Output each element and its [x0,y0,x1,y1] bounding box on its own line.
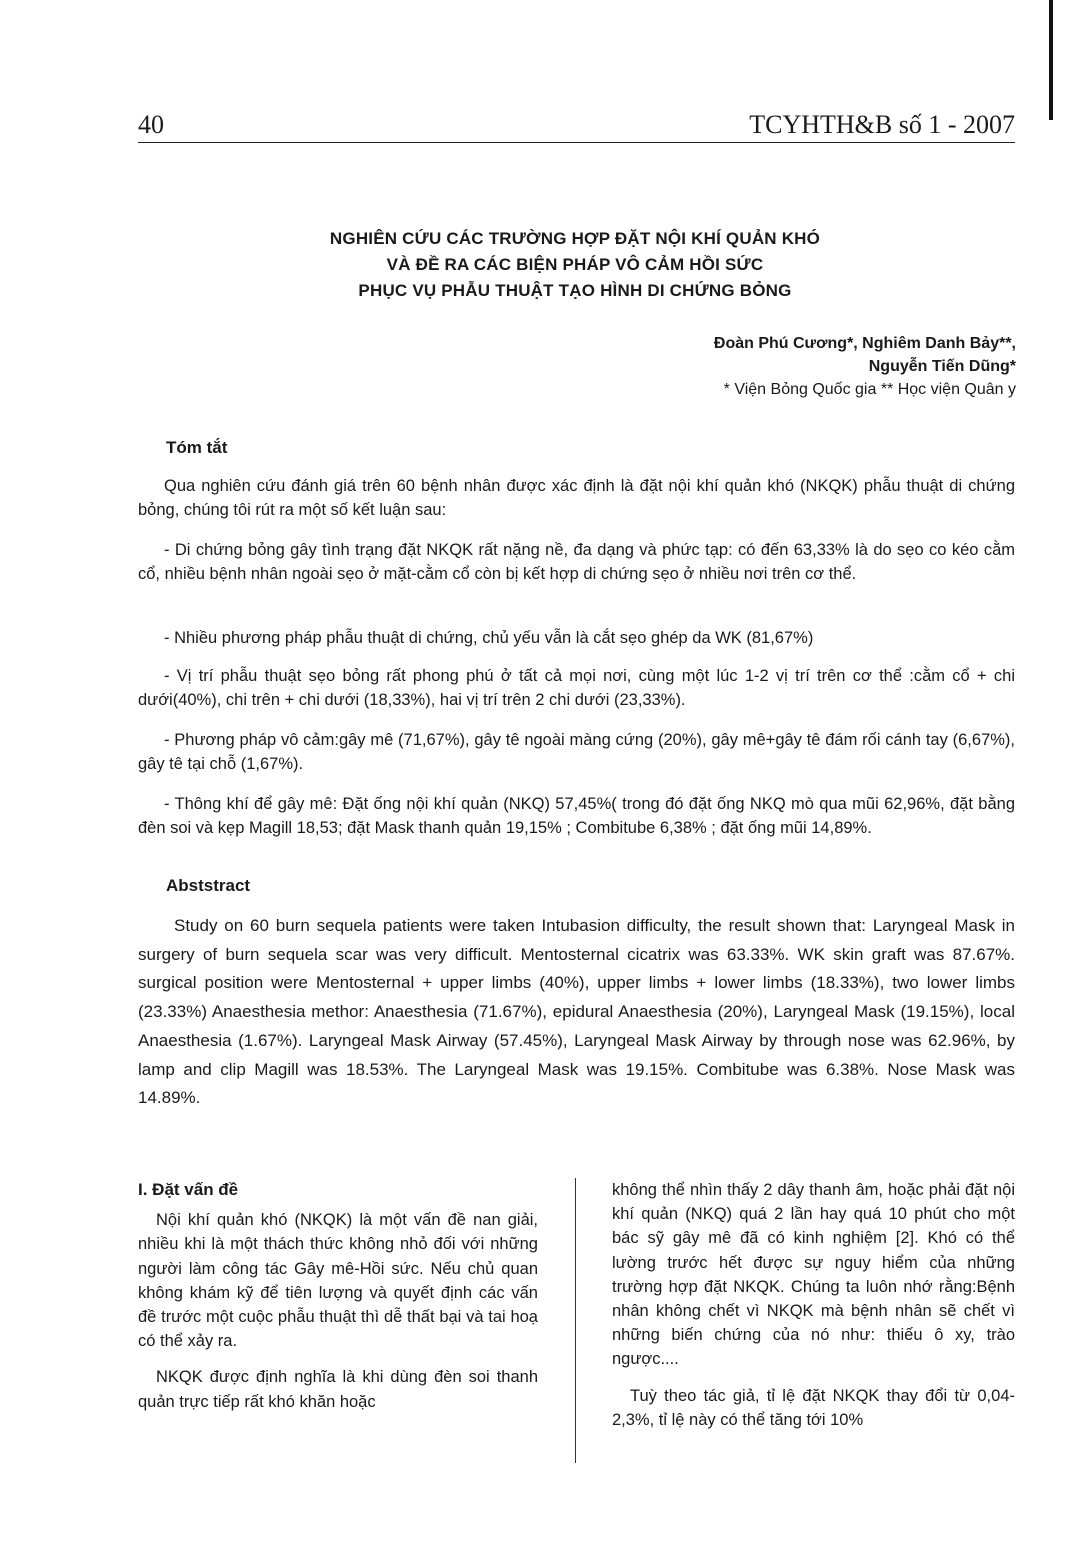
title-line-2: VÀ ĐỀ RA CÁC BIỆN PHÁP VÔ CẢM HỒI SỨC [386,255,764,274]
authors-line-1: Đoàn Phú Cương*, Nghiêm Danh Bảy**, [713,335,1016,352]
summary-paragraph-1: Qua nghiên cứu đánh giá trên 60 bệnh nhân được xác định là đặt nội khí quản khó (NKQK) phẫu thuật di chứng bỏng, chúng tôi rút ra một số kết luận sau: [138,477,1015,519]
section-1-left-paragraph-2: NKQK được định nghĩa là khi dùng đèn soi thanh quản trực tiếp rất khó khăn hoặc [138,1368,538,1411]
column-divider [575,1178,576,1463]
summary-paragraph-4: - Vị trí phẫu thuật sẹo bỏng rất phong phú ở tất cả mọi nơi, cùng một lúc 1-2 vị trí trên cơ thể :cằm cổ + chi dưới(40%), chi trên + chi dưới (18,33%), hai vị trí trên 2 chi dưới (23,33%). [138,667,1015,709]
summary-heading: Tóm tắt [166,438,228,457]
summary-paragraph-5: - Phương pháp vô cảm:gây mê (71,67%), gây tê ngoài màng cứng (20%), gây mê+gây tê đám rối cánh tay (6,67%), gây tê tại chỗ (1,67%). [138,731,1015,773]
running-header [138,108,1015,143]
section-1-left-paragraph-1: Nội khí quản khó (NKQK) là một vấn đề nan giải, nhiều khi là một thách thức không nhỏ đối với những người làm công tác Gây mê-Hồi sức. Nếu chủ quan không khám kỹ để tiên lượng và quyết định các vấn đề trước một cuộc phẫu thuật thì dễ thất bại và tai hoạ có thể xảy ra. [138,1211,538,1351]
section-1-right-paragraph-1: không thể nhìn thấy 2 dây thanh âm, hoặc phải đặt nội khí quản (NKQ) quá 2 lần hay quá 10 phút cho một bác sỹ gây mê đã có kinh nghiệm [2]. Khó có thể lường trước hết được sự nguy hiểm của những trường hợp đặt NKQK. Chúng ta luôn nhớ rằng:Bệnh nhân không chết vì NKQK mà bệnh nhân sẽ chết vì những biến chứng của nó như: thiếu ô xy, trào ngược.... [612,1181,1015,1369]
section-1-right-paragraph-2: Tuỳ theo tác giả, tỉ lệ đặt NKQK thay đổi từ 0,04-2,3%, tỉ lệ này có thể tăng tới 10% [612,1386,1015,1429]
title-line-1: NGHIÊN CỨU CÁC TRƯỜNG HỢP ĐẶT NỘI KHÍ QUẢN KHÓ [329,229,821,248]
journal-issue: TCYHTH&B số 1 - 2007 [749,110,1015,139]
abstract-text: Study on 60 burn sequela patients were taken Intubasion difficulty, the result shown that: Laryngeal Mask in surgery of burn sequela scar was very difficult. Mentosternal cicatrix was 63.33%. WK skin graft was 87.67%. surgical position were Mentosternal + upper limbs (40%), upper limbs + lower limbs (18.33%), two lower limbs (23.33%) Anaesthesia methor: Anaesthesia (71.67%), epidural Anaesthesia (20%), Laryngeal Mask (19.15%), local Anaesthesia (1.67%). Laryngeal Mask Airway (57.45%), Laryngeal Mask Airway by through nose was 62.96%, by lamp and clip Magill was 18.53%. The Laryngeal Mask was 19.15%. Combitube was 6.38%. Nose Mask was 14.89%. [138,916,1015,1108]
title-line-3: PHỤC VỤ PHẪU THUẬT TẠO HÌNH DI CHỨNG BỎNG [358,281,792,300]
section-1-right-column [612,1178,1015,1444]
section-1-heading: I. Đặt vấn đề [138,1180,239,1199]
summary-paragraph-6: - Thông khí để gây mê: Đặt ống nội khí quản (NKQ) 57,45%( trong đó đặt ống NKQ mò qua mũi 62,96%, đặt bằng đèn soi và kẹp Magill 18,53; đặt Mask thanh quản 19,15% ; Combitube 6,38% ; đặt ống mũi 14,89%. [138,795,1015,837]
authors-line-2: Nguyễn Tiến Dũng* [868,358,1016,375]
abstract-heading: Abststract [166,876,251,895]
summary-paragraph-3: - Nhiều phương pháp phẫu thuật di chứng, chủ yếu vẫn là cắt sẹo ghép da WK (81,67%) [164,629,814,647]
affiliation: * Viện Bỏng Quốc gia ** Học viện Quân y [723,381,1016,398]
section-1-left-column [138,1178,538,1426]
author-block [416,332,1016,401]
paper-title [200,226,950,304]
summary-paragraph-2: - Di chứng bỏng gây tình trạng đặt NKQK rất nặng nề, đa dạng và phức tạp: có đến 63,33% là do sẹo co kéo cằm cổ, nhiều bệnh nhân ngoài sẹo ở mặt-cằm cổ còn bị kết hợp di chứng sẹo ở nhiều nơi trên cơ thể. [138,541,1015,583]
page-number: 40 [138,110,164,139]
scan-edge-mark [1049,0,1053,120]
